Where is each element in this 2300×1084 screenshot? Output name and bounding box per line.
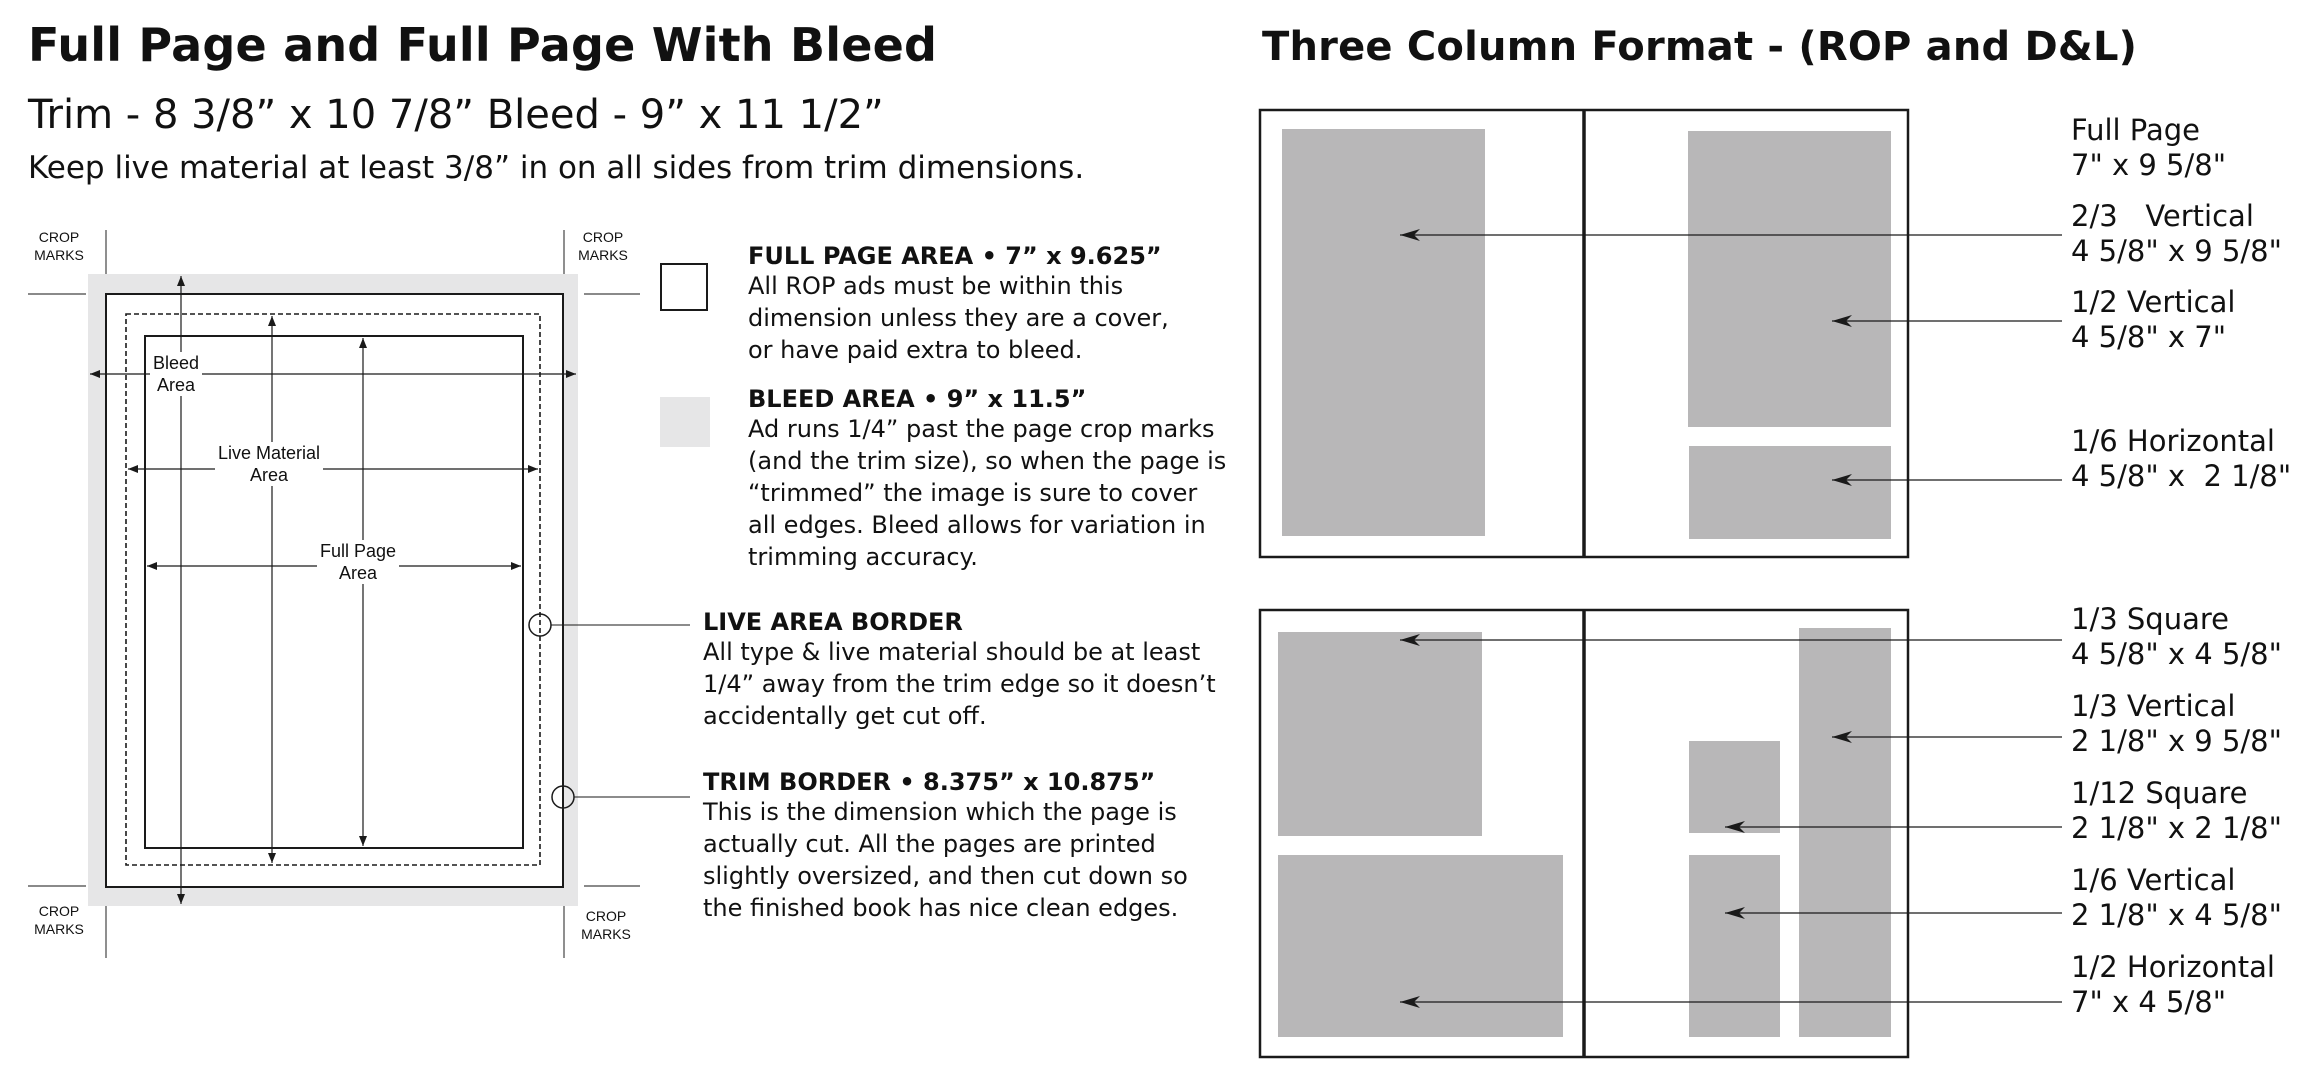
legend-line: or have paid extra to bleed. (748, 336, 1083, 364)
live-material-area-label: Live Material Area (215, 442, 323, 486)
three-column-title: Three Column Format - (ROP and D&L) (1262, 24, 2138, 70)
legend-line: Ad runs 1/4” past the page crop marks (748, 415, 1215, 443)
ad-label-one-third-vertical: 1/3 Vertical 2 1/8" x 9 5/8" (2071, 689, 2282, 758)
ad-two-thirds-vertical (1688, 131, 1891, 427)
crop-marks-label-tl: CROP MARKS (34, 229, 84, 263)
legend-line: dimension unless they are a cover, (748, 304, 1169, 332)
legend-line: This is the dimension which the page is (703, 798, 1177, 826)
ad-one-third-vertical (1799, 628, 1891, 1037)
bleed-swatch (660, 397, 710, 447)
ad-one-sixth-horizontal (1689, 446, 1891, 539)
ad-full-page (1282, 129, 1485, 536)
page-title: Full Page and Full Page With Bleed (28, 18, 938, 72)
legend-line: “trimmed” the image is sure to cover (748, 479, 1198, 507)
trim-bleed-subtitle: Trim - 8 3/8” x 10 7/8” Bleed - 9” x 11 1/2” (28, 92, 884, 138)
ad-label-one-third-square: 1/3 Square 4 5/8" x 4 5/8" (2071, 602, 2282, 671)
crop-marks-label-tr: CROP MARKS (578, 229, 628, 263)
ad-label-two-thirds-vertical: 2/3 Vertical 4 5/8" x 9 5/8" (2071, 199, 2282, 268)
full-page-area-label: Full Page Area (317, 540, 399, 584)
legend-line: (and the trim size), so when the page is (748, 447, 1227, 475)
legend-line: All type & live material should be at least (703, 638, 1201, 666)
crop-marks-label-br: CROP MARKS (581, 908, 631, 942)
ad-label-full-page: Full Page 7" x 9 5/8" (2071, 113, 2227, 182)
ad-label-one-twelfth-square: 1/12 Square 2 1/8" x 2 1/8" (2071, 776, 2282, 845)
ad-label-half-vertical: 1/2 Vertical 4 5/8" x 7" (2071, 285, 2236, 354)
legend-bleed-area (748, 385, 1226, 573)
legend-title: BLEED AREA • 9” x 11.5” (748, 385, 1087, 413)
bleed-area-label: Bleed Area (150, 352, 202, 396)
ad-label-half-horizontal: 1/2 Horizontal 7" x 4 5/8" (2071, 950, 2275, 1019)
legend-live-area-border (703, 608, 1216, 732)
full-page-swatch (660, 263, 708, 311)
legend-title: TRIM BORDER • 8.375” x 10.875” (703, 768, 1156, 796)
ad-half-horizontal (1278, 855, 1563, 1037)
live-material-note: Keep live material at least 3/8” in on all sides from trim dimensions. (28, 150, 1085, 186)
legend-line: actually cut. All the pages are printed (703, 830, 1156, 858)
legend-line: trimming accuracy. (748, 543, 978, 571)
ad-label-one-sixth-vertical: 1/6 Vertical 2 1/8" x 4 5/8" (2071, 863, 2282, 932)
crop-marks-label-bl: CROP MARKS (34, 903, 84, 937)
ad-one-twelfth-square (1689, 741, 1780, 833)
legend-line: 1/4” away from the trim edge so it doesn’t (703, 670, 1216, 698)
legend-line: slightly oversized, and then cut down so (703, 862, 1188, 890)
legend-line: accidentally get cut off. (703, 702, 987, 730)
legend-title: FULL PAGE AREA • 7” x 9.625” (748, 242, 1162, 270)
ad-sizes-diagram (1240, 100, 2100, 1080)
legend-line: All ROP ads must be within this (748, 272, 1124, 300)
legend-full-page (748, 242, 1169, 366)
ad-one-third-square (1278, 632, 1482, 836)
legend-line: all edges. Bleed allows for variation in (748, 511, 1206, 539)
ad-one-sixth-vertical (1689, 855, 1780, 1037)
legend-line: the finished book has nice clean edges. (703, 894, 1179, 922)
legend-trim-border (703, 768, 1188, 924)
ad-label-one-sixth-horizontal: 1/6 Horizontal 4 5/8" x 2 1/8" (2071, 424, 2292, 493)
legend-title: LIVE AREA BORDER (703, 608, 963, 636)
